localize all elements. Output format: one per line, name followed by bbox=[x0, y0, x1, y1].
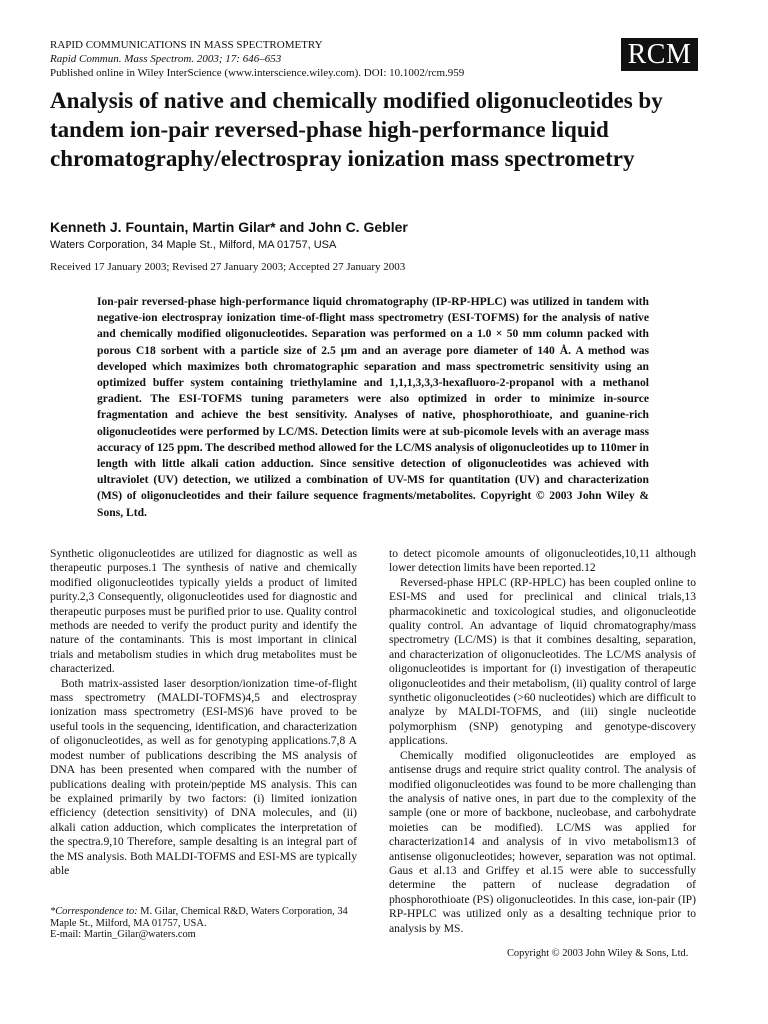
body-column-right bbox=[389, 547, 696, 936]
received-dates: Received 17 January 2003; Revised 27 January 2003; Accepted 27 January 2003 bbox=[50, 261, 406, 273]
article-title: Analysis of native and chemically modified oligonucleotides by tandem ion-pair reversed-phase high-performance liquid chromatography/electrospray ionization mass spectrometry bbox=[50, 88, 663, 171]
correspondence-email: E-mail: Martin_Gilar@waters.com bbox=[50, 929, 196, 941]
author-list: Kenneth J. Fountain, Martin Gilar* and John C. Gebler bbox=[50, 219, 408, 235]
rcm-logo: RCM bbox=[621, 38, 698, 71]
affiliation: Waters Corporation, 34 Maple St., Milford, MA 01757, USA bbox=[50, 239, 337, 251]
correspondence-label: *Correspondence to: bbox=[50, 906, 138, 917]
body-paragraph: to detect picomole amounts of oligonucleotides,10,11 although lower detection limits have been reported.12 bbox=[389, 547, 696, 575]
body-paragraph: Both matrix-assisted laser desorption/ionization time-of-flight mass spectrometry (MALDI-TOFMS)4,5 and electrospray ionization mass spectrometry (ESI-MS)6 have proved to be useful tools in the sequencing, identification, and characterization of oligonucleotides, as well as for genotyping applications.7,8 A modest number of publications describing the MS analysis of DNA has been presented when compared with the number of publications dealing with protein/peptide MS analysis. This can be explained primarily by two factors: (i) limited ionization efficiency (detection sensitivity) of DNA molecules, and (ii) alkali cation adduction, which complicates the interpretation of the spectra.9,10 Therefore, sample desalting is an integral part of the MS analysis. Both MALDI-TOFMS and ESI-MS are typically able bbox=[50, 676, 357, 877]
body-column-left bbox=[50, 547, 357, 878]
abstract: Ion-pair reversed-phase high-performance liquid chromatography (IP-RP-HPLC) was utilized in tandem with negative-ion electrospray ionization time-of-flight mass spectrometry (ESI-TOFMS) for the analysis of native and chemically modified oligonucleotides. Separation was performed on a 1.0 × 50 mm column packed with porous C18 sorbent with a particle size of 2.5 μm and an average pore diameter of 140 Å. A method was developed which maximizes both chromatographic separation and mass spectrometric sensitivity using an optimized buffer system containing triethylamine and 1,1,1,3,3,3-hexafluoro-2-propanol with a methanol gradient. The ESI-TOFMS tuning parameters were also optimized in order to minimize in-source fragmentation and achieve the best sensitivity. Analyses of native, phosphorothioate, and guanine-rich oligonucleotides were performed by LC/MS. Detection limits were at sub-picomole levels with an average mass accuracy of 125 ppm. The described method allowed for the LC/MS analysis of oligonucleotides up to 110mer in length with little alkali cation adduction. Since sensitive detection of oligonucleotides was achieved with ultraviolet (UV) detection, we utilized a combination of UV-MS for quantitation (UV) and characterization (MS) of oligonucleotides and their failure sequence fragments/metabolites. Copyright © 2003 John Wiley & Sons, Ltd. bbox=[97, 295, 649, 519]
body-paragraph: Chemically modified oligonucleotides are employed as antisense drugs and require strict quality control. The analysis of modified oligonucleotides was found to be more challenging than the analysis of native ones, in part due to the complexity of the sample (one or more of backbone, nucleobase, and carbohydrate moieties can be modified). LC/MS was applied for characterization14 and analysis of in vivo metabolism13 of antisense oligonucleotides; however, separation was not optimal. Gaus et al.13 and Griffey et al.15 were able to successfully determine the pattern of nuclease degradation of phosphorothioate (PS) oligonucleotides. In this case, ion-pair (IP) RP-HPLC was utilized only as a desalting technique prior to analysis by MS. bbox=[389, 748, 696, 935]
copyright-notice: Copyright © 2003 John Wiley & Sons, Ltd. bbox=[507, 948, 689, 959]
correspondence-footnote bbox=[50, 906, 356, 941]
body-paragraph: Synthetic oligonucleotides are utilized for diagnostic as well as therapeutic purposes.1 The synthesis of native and chemically modified oligonucleotides typically yields a product of limited purity.2,3 Consequently, oligonucleotides used for diagnostic and therapeutic purposes must be purified prior to use. Quality control methods are needed to verify the product purity and identify the nature of the contaminants. This is most important in clinical trials and metabolism studies in which drug metabolites must be characterized. bbox=[50, 547, 357, 676]
journal-name: RAPID COMMUNICATIONS IN MASS SPECTROMETRY bbox=[50, 39, 323, 51]
correspondence-address: M. Gilar, Chemical R&D, Waters Corporation, 34 Maple St., Milford, MA 01757, USA. bbox=[50, 906, 348, 929]
body-paragraph: Reversed-phase HPLC (RP-HPLC) has been coupled online to ESI-MS and used for preclinical and clinical trials,13 pharmacokinetic and toxicological studies, and oligonucleotide quality control. An advantage of liquid chromatography/mass spectrometry (LC/MS) is that it combines desalting, separation, and characterization of oligonucleotides. The LC/MS analysis of oligonucleotides is important for (i) investigation of therapeutic oligonucleotides and their metabolism, (ii) quality control of large synthetic oligonucleotides (>60 nucleotides) which are difficult to analyze by MALDI-TOFMS, and (iii) single nucleotide polymorphism (SNP) genotyping and genotype-discovery applications. bbox=[389, 575, 696, 748]
journal-citation: Rapid Commun. Mass Spectrom. 2003; 17: 646–653 bbox=[50, 53, 282, 65]
journal-header bbox=[50, 38, 464, 80]
publication-info: Published online in Wiley InterScience (www.interscience.wiley.com). DOI: 10.1002/rcm.959 bbox=[50, 67, 465, 79]
